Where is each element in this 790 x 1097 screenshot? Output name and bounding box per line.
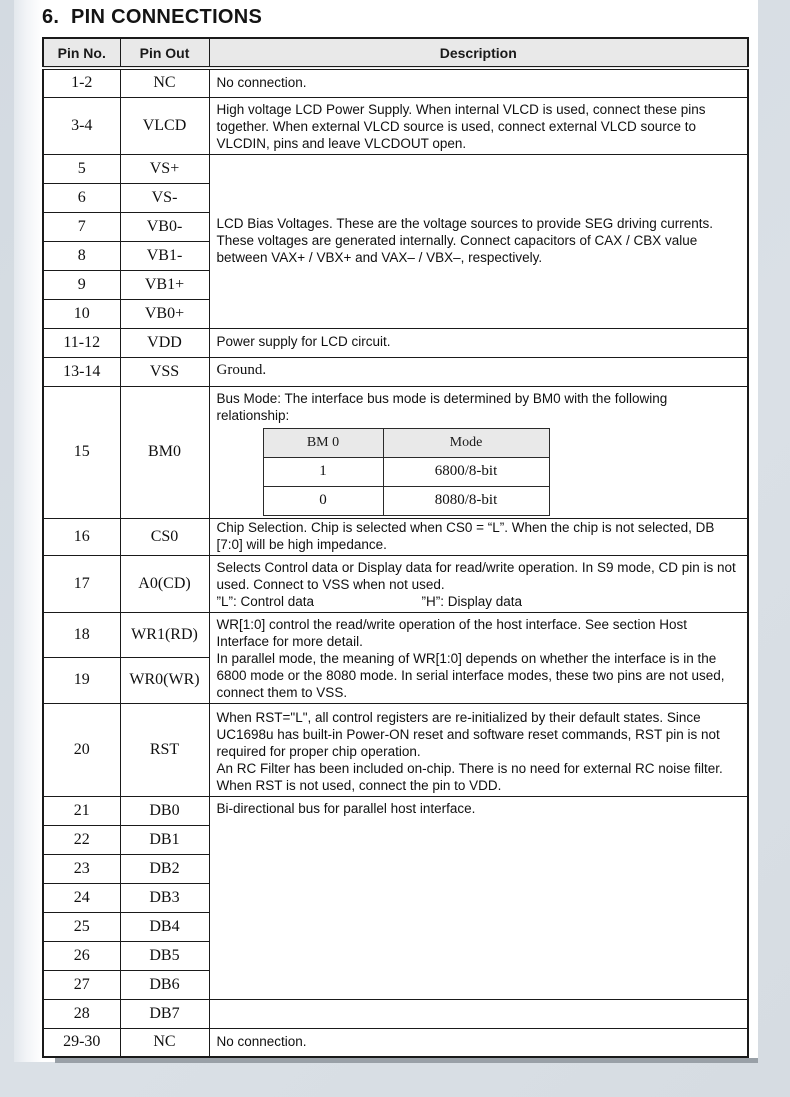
- pin-out-cell: DB6: [120, 970, 209, 999]
- description-cell: Bi-directional bus for parallel host interface.: [209, 796, 748, 999]
- a0-level-labels: [217, 593, 740, 610]
- pin-no-cell: 25: [43, 912, 120, 941]
- pin-out-cell: CS0: [120, 518, 209, 555]
- inner-table-row: [263, 486, 549, 515]
- description-cell: Chip Selection. Chip is selected when CS0 = “L”. When the chip is not selected, DB [7:0] will be high impedance.: [209, 518, 748, 555]
- table-row: [43, 68, 748, 97]
- display-data-label: ”H”: Display data: [421, 593, 523, 609]
- rst-description-1: When RST="L", all control registers are re-initialized by their default states. Since UC1698u has built-in Power-ON reset and software reset commands, RST pin is not required for proper chip operation.: [216, 709, 720, 759]
- wr-description-2: In parallel mode, the meaning of WR[1:0] depends on whether the interface is in the 6800 mode or the 8080 mode. In serial interface modes, these two pins are not used, connect them to VSS.: [216, 650, 725, 700]
- pin-out-cell: VDD: [120, 328, 209, 357]
- pin-out-cell: VB1+: [120, 270, 209, 299]
- header-pin-out: Pin Out: [120, 38, 209, 68]
- table-row: [43, 386, 748, 518]
- pin-out-cell: VS+: [120, 154, 209, 183]
- pin-no-cell: 6: [43, 183, 120, 212]
- pin-no-cell: 28: [43, 999, 120, 1028]
- description-cell: No connection.: [209, 1028, 748, 1057]
- pin-no-cell: 23: [43, 854, 120, 883]
- pin-no-cell: 11-12: [43, 328, 120, 357]
- pin-out-cell: DB4: [120, 912, 209, 941]
- pin-out-cell: VLCD: [120, 97, 209, 154]
- table-row: [43, 796, 748, 825]
- pin-no-cell: 15: [43, 386, 120, 518]
- pin-no-cell: 1-2: [43, 68, 120, 97]
- pin-out-cell: WR1(RD): [120, 612, 209, 658]
- pin-no-cell: 3-4: [43, 97, 120, 154]
- pin-out-cell: VB1-: [120, 241, 209, 270]
- pin-no-cell: 24: [43, 883, 120, 912]
- table-row: [43, 154, 748, 183]
- pin-connections-table: [42, 37, 749, 1058]
- table-row: [43, 1028, 748, 1057]
- table-row: [43, 328, 748, 357]
- description-cell: High voltage LCD Power Supply. When internal VLCD is used, connect these pins together. When external VLCD source is used, connect external VLCD source to VLCDIN, pins and leave VLCDOUT open.: [209, 97, 748, 154]
- section-title: 6. PIN CONNECTIONS: [42, 6, 263, 28]
- pin-no-cell: 26: [43, 941, 120, 970]
- pin-no-cell: 7: [43, 212, 120, 241]
- description-cell: [209, 999, 748, 1028]
- pin-out-cell: NC: [120, 1028, 209, 1057]
- table-drop-shadow: [55, 1058, 758, 1063]
- pin-out-cell: DB0: [120, 796, 209, 825]
- table-row: [43, 518, 748, 555]
- pin-out-cell: DB3: [120, 883, 209, 912]
- pin-out-cell: DB5: [120, 941, 209, 970]
- pin-no-cell: 5: [43, 154, 120, 183]
- rst-description-2: An RC Filter has been included on-chip. There is no need for external RC noise filter. When RST is not used, connect the pin to VDD.: [216, 760, 738, 793]
- pin-no-cell: 17: [43, 555, 120, 612]
- bus-mode-inner-table: [263, 428, 550, 516]
- description-cell: [209, 386, 748, 518]
- bus-mode-text: Bus Mode: The interface bus mode is determined by BM0 with the following relationship:: [216, 390, 668, 423]
- pin-out-cell: VB0+: [120, 299, 209, 328]
- page-edge-fade: [14, 0, 42, 1062]
- pin-out-cell: VB0-: [120, 212, 209, 241]
- description-cell: LCD Bias Voltages. These are the voltage sources to provide SEG driving currents. These voltages are generated internally. Connect capacitors of CAX / CBX value between VAX+ / VBX+ and VAX– / VBX–, respectively.: [209, 154, 748, 328]
- inner-bm0-value: 1: [263, 457, 383, 486]
- page-content: [42, 6, 758, 1063]
- wr-description-1: WR[1:0] control the read/write operation of the host interface. See section Host Interface for more detail.: [216, 616, 687, 649]
- pin-no-cell: 20: [43, 703, 120, 796]
- pin-no-cell: 19: [43, 658, 120, 704]
- inner-bm0-value: 0: [263, 486, 383, 515]
- pin-out-cell: A0(CD): [120, 555, 209, 612]
- table-header-row: [43, 38, 748, 68]
- description-cell: [209, 612, 748, 703]
- table-row: [43, 612, 748, 658]
- pin-no-cell: 16: [43, 518, 120, 555]
- pin-no-cell: 8: [43, 241, 120, 270]
- header-description: Description: [209, 38, 748, 68]
- header-pin-no: Pin No.: [43, 38, 120, 68]
- inner-table-row: [263, 457, 549, 486]
- description-cell: Power supply for LCD circuit.: [209, 328, 748, 357]
- control-data-label: ”L”: Control data: [216, 593, 315, 609]
- pin-out-cell: VS-: [120, 183, 209, 212]
- pin-no-cell: 29-30: [43, 1028, 120, 1057]
- pin-out-cell: DB1: [120, 825, 209, 854]
- inner-header-bm0: BM 0: [263, 428, 383, 457]
- pin-no-cell: 22: [43, 825, 120, 854]
- document-page: [14, 0, 758, 1062]
- pin-out-cell: VSS: [120, 357, 209, 386]
- description-cell: [209, 703, 748, 796]
- description-cell: No connection.: [209, 68, 748, 97]
- description-cell: Ground.: [209, 357, 748, 386]
- pin-no-cell: 9: [43, 270, 120, 299]
- inner-table-header-row: [263, 428, 549, 457]
- pin-no-cell: 18: [43, 612, 120, 658]
- table-row: [43, 555, 748, 612]
- pin-out-cell: BM0: [120, 386, 209, 518]
- inner-mode-value: 6800/8-bit: [383, 457, 549, 486]
- pin-out-cell: DB7: [120, 999, 209, 1028]
- a0-description-text: Selects Control data or Display data for read/write operation. In S9 mode, CD pin is not used. Connect to VSS when not used.: [216, 559, 736, 592]
- pin-out-cell: RST: [120, 703, 209, 796]
- pin-out-cell: DB2: [120, 854, 209, 883]
- table-row: [43, 703, 748, 796]
- inner-mode-value: 8080/8-bit: [383, 486, 549, 515]
- pin-no-cell: 27: [43, 970, 120, 999]
- table-row: [43, 357, 748, 386]
- pin-no-cell: 10: [43, 299, 120, 328]
- inner-header-mode: Mode: [383, 428, 549, 457]
- pin-out-cell: WR0(WR): [120, 658, 209, 704]
- description-cell: [209, 555, 748, 612]
- pin-no-cell: 13-14: [43, 357, 120, 386]
- table-row: [43, 999, 748, 1028]
- pin-no-cell: 21: [43, 796, 120, 825]
- table-row: [43, 97, 748, 154]
- pin-out-cell: NC: [120, 68, 209, 97]
